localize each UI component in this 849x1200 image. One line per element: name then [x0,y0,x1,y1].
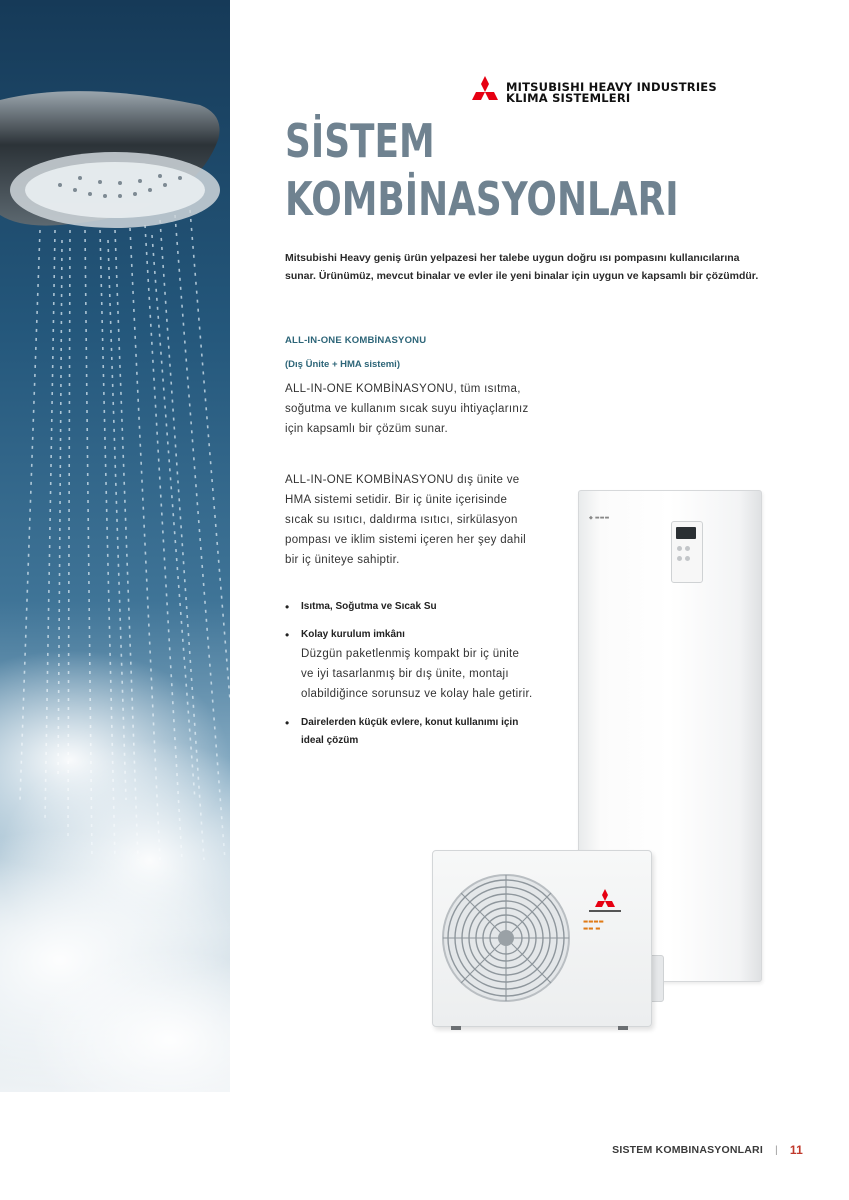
bullet-title: • Isıtma, Soğutma ve Sıcak Su [301,601,437,612]
title-line2: KOMBİNASYONLARI [285,172,679,226]
intro-text: Mitsubishi Heavy geniş ürün yelpazesi her talebe uygun doğru ısı pompasını kullanıcılarına sunar. Ürünümüz, mevcut binalar ve evler ile yeni binalar için uygun ve kapsamlı bir çözümdür. [285,252,759,282]
bullet-title: • Dairelerden küçük evlere, konut kullanımı için ideal çözüm [301,717,519,746]
brand-badge-icon [585,889,625,915]
outdoor-unit-side-panel [650,955,664,1002]
page-number: 11 [789,1143,803,1157]
list-item [285,626,535,704]
feature-list [285,598,535,760]
controller-button [677,546,682,551]
bullet-description: Düzgün paketlenmiş kompakt bir iç ünite ve iyi tasarlanmış bir dış ünite, montajı olabildiğince sorunsuz ve kolay hale getirir. [301,648,533,700]
controller-button [685,556,690,561]
shower-illustration [0,0,230,1092]
fan-grille-icon [441,873,571,1003]
section-heading: ALL-IN-ONE KOMBİNASYONU [285,335,427,346]
controller-button [685,546,690,551]
three-diamonds-icon [468,76,502,108]
title-line1: SİSTEM [285,114,435,168]
tank-brand-mark: ◆ ▬▬▬ [589,515,610,521]
controller-screen [676,527,696,539]
controller-button [677,556,682,561]
logo-line2: KLIMA SISTEMLERI [506,91,631,105]
section-paragraph-2: ALL-IN-ONE KOMBİNASYONU dış ünite ve HMA sistemi setidir. Bir iç ünite içerisinde sıcak su ısıtıcı, daldırma ısıtıcı, sirkülasyon pompası ve iklim sistemi içeren her şey dahil bir iç üniteye sahiptir. [285,474,527,566]
footer-separator: | [774,1144,778,1156]
inverter-sticker: ▬▬▬▬ ▬▬ ▬ [583,919,604,932]
page-footer [612,1143,803,1157]
list-item [285,714,535,750]
unit-foot [451,1026,461,1030]
section-subheading: (Dış Ünite + HMA sistemi) [285,359,400,370]
section-paragraph-1: ALL-IN-ONE KOMBİNASYONU, tüm ısıtma, soğutma ve kullanım sıcak suyu ihtiyaçlarınız için kapsamlı bir çözüm sunar. [285,383,529,435]
list-item [285,598,535,616]
unit-foot [618,1026,628,1030]
logo-text [506,82,717,104]
footer-section-label: SISTEM KOMBINASYONLARI [612,1144,763,1156]
logo-line1: MITSUBISHI HEAVY INDUSTRIES [506,80,717,94]
page-title [285,112,679,228]
shower-photo [0,0,230,1092]
outdoor-unit-image [432,850,652,1027]
controller-panel [671,521,703,583]
bullet-title: • Kolay kurulum imkânı [301,629,405,640]
